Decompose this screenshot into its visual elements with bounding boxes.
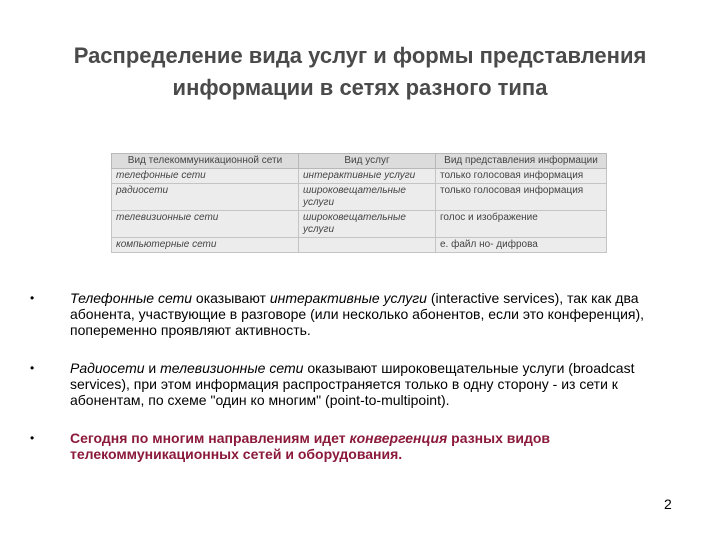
cell-network: радиосети bbox=[112, 184, 299, 211]
bullet-text: Сегодня по многим направлениям идет bbox=[70, 430, 350, 446]
slide-title bbox=[20, 40, 700, 104]
title-line-1: Распределение вида услуг и формы представления bbox=[73, 43, 647, 68]
term-interactive-services: интерактивные услуги bbox=[269, 290, 427, 306]
table-row bbox=[112, 169, 607, 184]
bullet-text: разных видов телекоммуникационных сетей и оборудования. bbox=[70, 430, 550, 462]
table-header-row bbox=[112, 154, 607, 169]
cell-service: широковещательные услуги bbox=[299, 211, 436, 238]
term-television-networks: телевизионные сети bbox=[160, 360, 304, 376]
header-information-form: Вид представления информации bbox=[436, 154, 607, 169]
bullet-text: оказывают широковещательные услуги (broadcast services), при этом информация распространяется только в одну сторону - из сети к абонентам, по схеме "один ко многим" (point-to-multipoint). bbox=[70, 360, 635, 408]
term-radio-networks: Радиосети bbox=[70, 360, 145, 376]
bullet-list bbox=[26, 290, 686, 484]
table-row bbox=[112, 184, 607, 211]
bullet-item-broadcast bbox=[26, 360, 686, 408]
cell-service: широковещательные услуги bbox=[299, 184, 436, 211]
bullet-marker: • bbox=[30, 291, 35, 305]
page-number: 2 bbox=[664, 496, 672, 512]
cell-network: телефонные сети bbox=[112, 169, 299, 184]
bullet-text: оказывают bbox=[192, 290, 270, 306]
bullet-text: (interactive services), так как два абонента, участвующие в разговоре (или несколько абонентов, если это конференция), попеременно проявляют активность. bbox=[70, 290, 645, 338]
term-convergence: конвергенция bbox=[349, 430, 448, 446]
cell-info: только голосовая информация bbox=[436, 169, 607, 184]
bullet-item-telephone bbox=[26, 290, 686, 338]
cell-info: голос и изображение bbox=[436, 211, 607, 238]
cell-network: компьютерные сети bbox=[112, 238, 299, 253]
bullet-marker: • bbox=[30, 431, 35, 445]
cell-service bbox=[299, 238, 436, 253]
header-service-type: Вид услуг bbox=[299, 154, 436, 169]
table-row bbox=[112, 211, 607, 238]
cell-network: телевизионные сети bbox=[112, 211, 299, 238]
header-network-type: Вид телекоммуникационной сети bbox=[112, 154, 299, 169]
bullet-text: и bbox=[144, 360, 161, 376]
cell-info: только голосовая информация bbox=[436, 184, 607, 211]
title-line-2: информации в сетях разного типа bbox=[172, 75, 548, 100]
cell-service: интерактивные услуги bbox=[299, 169, 436, 184]
network-services-table bbox=[111, 153, 607, 253]
cell-info: е. файл но- дифрова bbox=[436, 238, 607, 253]
bullet-item-convergence bbox=[26, 430, 686, 462]
table-row bbox=[112, 238, 607, 253]
bullet-marker: • bbox=[30, 361, 35, 375]
term-telephone-networks: Телефонные сети bbox=[70, 290, 193, 306]
